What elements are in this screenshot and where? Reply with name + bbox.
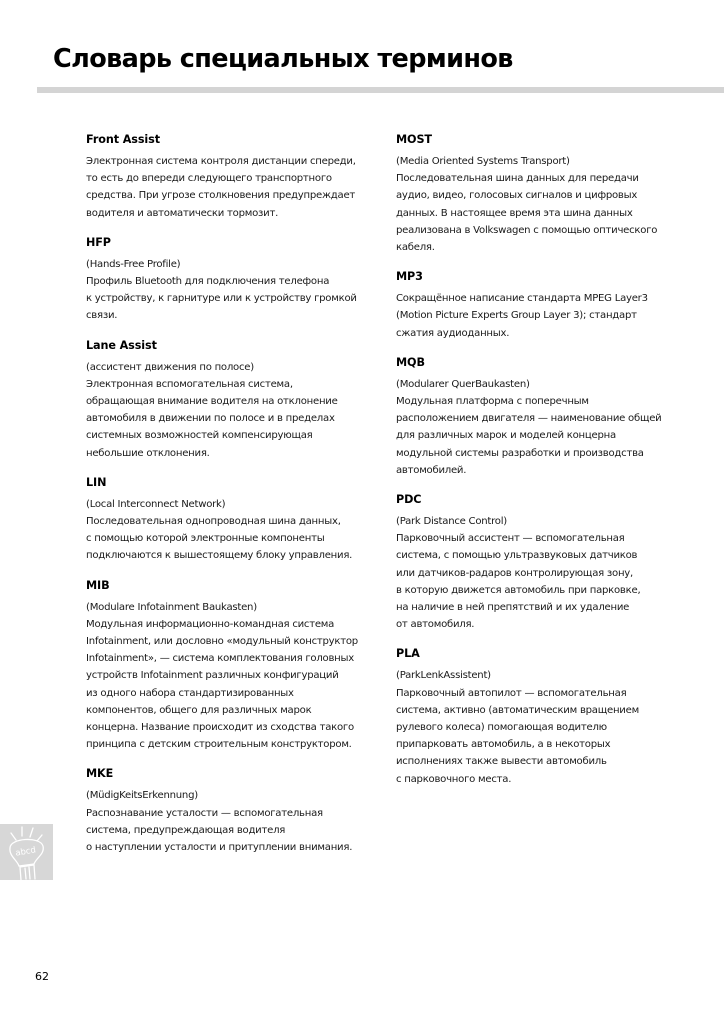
- glossary-definition-line: на наличие в ней препятствий и их удаление: [396, 602, 630, 614]
- glossary-definition-line: принципа с детским строительным конструктором.: [86, 739, 352, 751]
- glossary-definition-line: исполнениях также вывести автомобиль: [396, 756, 607, 768]
- glossary-definition-line: Распознавание усталости — вспомогательная: [86, 807, 323, 819]
- glossary-definition-line: реализована в Volkswagen с помощью оптического: [396, 224, 658, 236]
- glossary-column-right: [396, 133, 686, 802]
- glossary-definition-line: компонентов, общего для различных марок: [86, 704, 312, 716]
- glossary-term: MP3: [396, 270, 423, 284]
- glossary-definition-line: Последовательная шина данных для передачи: [396, 173, 639, 185]
- glossary-definition-line: Электронная вспомогательная система,: [86, 378, 293, 390]
- glossary-definition-line: небольшие отклонения.: [86, 447, 210, 459]
- glossary-definition-line: (Park Distance Control): [396, 516, 507, 528]
- glossary-definition-line: данных. В настоящее время эта шина данных: [396, 207, 633, 219]
- glossary-definition-line: Последовательная однопроводная шина данных,: [86, 516, 341, 528]
- glossary-definition-line: обращающая внимание водителя на отклонение: [86, 396, 338, 408]
- glossary-definition-line: связи.: [86, 310, 118, 322]
- lightbulb-svg: [0, 824, 53, 880]
- glossary-entry: [396, 356, 686, 479]
- glossary-definition-line: средства. При угрозе столкновения предупреждает: [86, 190, 356, 202]
- glossary-entry: [86, 579, 376, 754]
- glossary-definition-line: то есть до впереди следующего транспортного: [86, 173, 332, 185]
- glossary-term: Front Assist: [86, 133, 160, 146]
- glossary-definition-line: (Modularer QuerBaukasten): [396, 378, 530, 390]
- lightbulb-label: abcd: [14, 845, 37, 859]
- glossary-definition-line: Парковочный ассистент — вспомогательная: [396, 533, 625, 545]
- glossary-term: MQB: [396, 355, 425, 369]
- glossary-entry: [86, 133, 376, 222]
- glossary-definition-line: (Hands-Free Profile): [86, 258, 181, 270]
- glossary-definition-line: аудио, видео, голосовых сигналов и цифровых: [396, 190, 638, 202]
- glossary-definition-line: концерна. Название происходит из сходства такого: [86, 722, 354, 734]
- glossary-definition-line: подключаются к вышестоящему блоку управления.: [86, 550, 353, 562]
- glossary-term: PLA: [396, 647, 420, 661]
- glossary-definition-line: с помощью которой электронные компоненты: [86, 533, 325, 545]
- glossary-definition-line: припарковать автомобиль, а в некоторых: [396, 739, 611, 751]
- glossary-definition-line: (Local Interconnect Network): [86, 498, 226, 510]
- page-number: 62: [35, 970, 49, 983]
- glossary-term: MIB: [86, 578, 110, 592]
- glossary-definition-line: кабеля.: [396, 242, 435, 254]
- glossary-definition-line: Сокращённое написание стандарта MPEG Layer3: [396, 293, 648, 305]
- glossary-definition-line: модульной системы разработки и производства: [396, 447, 644, 459]
- glossary-entry: [86, 476, 376, 565]
- glossary-definition-line: к устройству, к гарнитуре или к устройству громкой: [86, 293, 357, 305]
- title-divider: [37, 87, 724, 93]
- glossary-definition-line: Infotainment, или дословно «модульный конструктор: [86, 636, 358, 648]
- glossary-definition-line: для различных марок и моделей концерна: [396, 430, 616, 442]
- glossary-definition-line: от автомобиля.: [396, 619, 475, 631]
- glossary-entry: [396, 493, 686, 633]
- glossary-definition-line: система, предупреждающая водителя: [86, 824, 286, 836]
- glossary-definition-line: система, активно (автоматическим вращением: [396, 704, 639, 716]
- glossary-definition-line: система, с помощью ультразвуковых датчиков: [396, 550, 638, 562]
- glossary-term: HFP: [86, 235, 111, 249]
- glossary-term: MOST: [396, 133, 432, 146]
- glossary-definition-line: сжатия аудиоданных.: [396, 327, 510, 339]
- glossary-definition-line: о наступлении усталости и притуплении внимания.: [86, 842, 353, 854]
- glossary-definition-line: в которую движется автомобиль при парковке,: [396, 584, 641, 596]
- glossary-definition-line: Электронная система контроля дистанции спереди,: [86, 156, 356, 167]
- glossary-definition-line: Модульная информационно-командная система: [86, 618, 335, 630]
- glossary-term: LIN: [86, 475, 107, 489]
- glossary-term: PDC: [396, 493, 422, 507]
- glossary-definition-line: Парковочный автопилот — вспомогательная: [396, 687, 627, 699]
- glossary-definition-line: системных возможностей компенсирующая: [86, 430, 313, 442]
- glossary-definition-line: из одного набора стандартизированных: [86, 687, 294, 699]
- glossary-definition-line: рулевого колеса) помогающая водителю: [396, 722, 607, 734]
- glossary-definition-line: расположением двигателя — наименование общей: [396, 413, 662, 425]
- glossary-entry: [396, 270, 686, 342]
- glossary-definition-line: с парковочного места.: [396, 773, 512, 785]
- glossary-entry: [86, 339, 376, 462]
- glossary-definition-line: (Media Oriented Systems Transport): [396, 156, 570, 167]
- glossary-definition-line: автомобилей.: [396, 464, 467, 476]
- glossary-definition-line: водителя и автоматически тормозит.: [86, 207, 279, 219]
- glossary-entry: [86, 236, 376, 325]
- glossary-term: Lane Assist: [86, 338, 157, 352]
- page-title: Словарь специальных терминов: [53, 44, 513, 74]
- lightbulb-abcd-icon: [0, 824, 53, 880]
- glossary-entry: [396, 133, 686, 256]
- glossary-column-left: [86, 133, 376, 870]
- glossary-definition-line: (ParkLenkAssistent): [396, 670, 491, 682]
- glossary-definition-line: Профиль Bluetooth для подключения телефона: [86, 276, 330, 288]
- glossary-entry: [86, 767, 376, 856]
- glossary-term: MKE: [86, 767, 114, 781]
- glossary-definition-line: (Modulare Infotainment Baukasten): [86, 601, 257, 613]
- glossary-definition-line: Infotainment», — система комплектования головных: [86, 653, 354, 665]
- glossary-definition-line: автомобиля в движении по полосе и в пределах: [86, 413, 335, 425]
- glossary-definition-line: (Motion Picture Experts Group Layer 3); стандарт: [396, 310, 637, 322]
- glossary-entry: [396, 647, 686, 787]
- glossary-definition-line: (ассистент движения по полосе): [86, 361, 254, 373]
- glossary-definition-line: Модульная платформа с поперечным: [396, 396, 589, 408]
- glossary-definition-line: устройств Infotainment различных конфигураций: [86, 670, 339, 682]
- glossary-definition-line: (MüdigKeitsErkennung): [86, 790, 198, 802]
- glossary-definition-line: или датчиков-радаров контролирующая зону,: [396, 567, 633, 579]
